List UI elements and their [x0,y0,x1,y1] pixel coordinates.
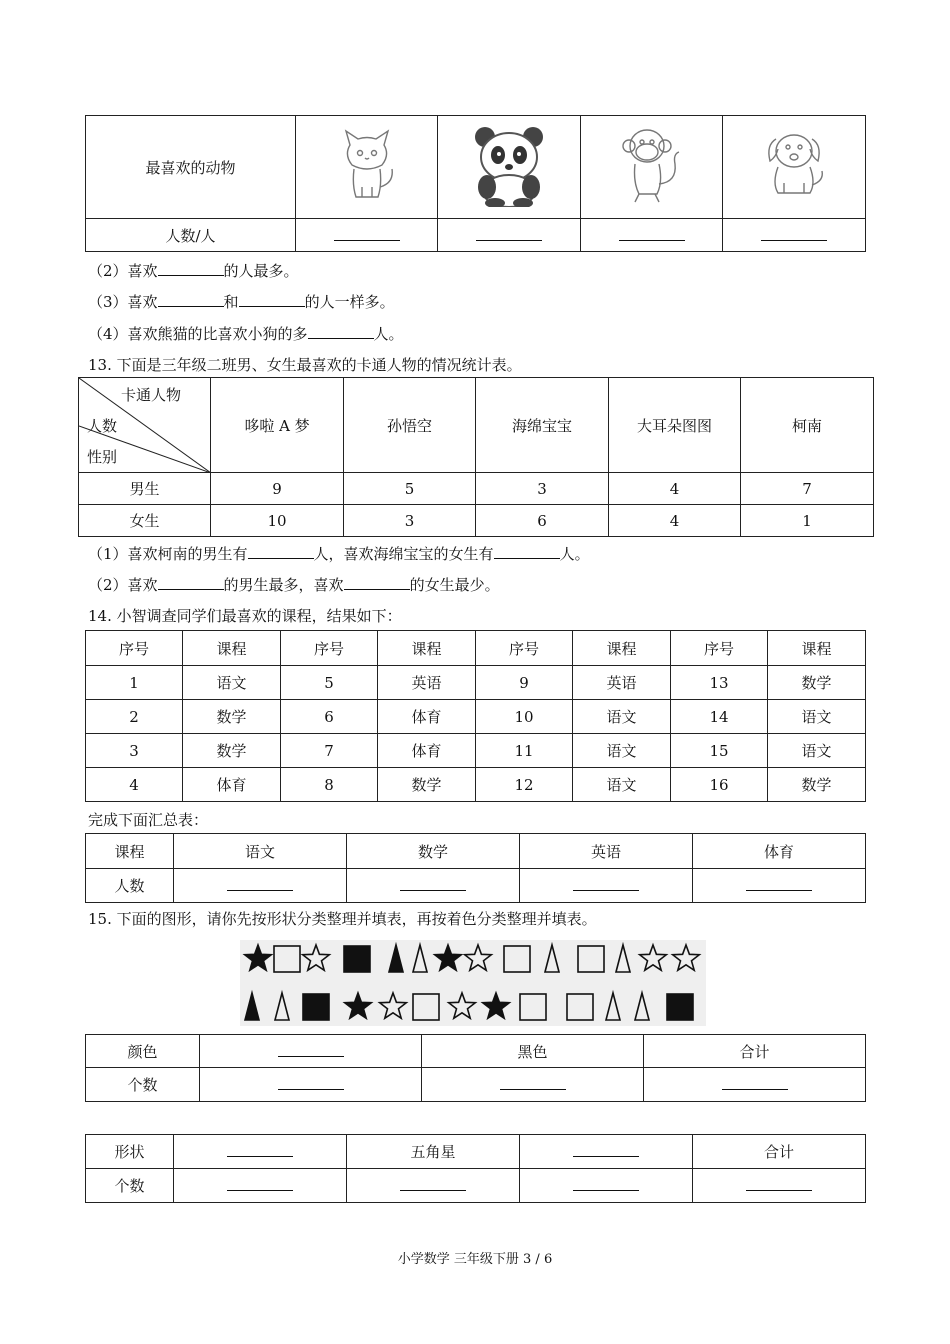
count-row-label: 人数/人 [86,219,296,252]
answer-blank[interactable] [693,1169,866,1203]
row-label: 颜色 [86,1035,200,1068]
cartoon-table [78,377,874,537]
answer-blank[interactable] [158,576,224,590]
table-cell: 1 [741,505,874,537]
triangle-empty-shape [635,993,649,1020]
table-cell: 语文 [768,734,866,768]
answer-blank[interactable] [644,1068,866,1102]
row-label-boys: 男生 [79,473,211,505]
shape-table [85,1134,866,1203]
header-cell: 英语 [520,834,693,869]
answer-blank[interactable] [174,1135,347,1169]
header-cell: 序号 [281,631,378,666]
answer-blank[interactable] [308,325,374,339]
header-cell: 序号 [476,631,573,666]
cartoon-header: 柯南 [741,378,874,473]
cartoon-header: 孙悟空 [344,378,476,473]
answer-blank[interactable] [200,1068,422,1102]
table-cell: 语文 [573,768,671,802]
animal-table [85,115,866,252]
header-cell: 数学 [347,834,520,869]
star-filled-shape [245,945,272,970]
cartoon-header: 大耳朵图图 [609,378,741,473]
square-filled-shape [303,994,329,1020]
header-cell: 课程 [183,631,281,666]
table-cell: 10 [476,700,573,734]
panda-cell [438,116,581,219]
diag-mid: 人数 [87,417,118,435]
q12-s2: （2）喜欢 的人最多。 [88,262,299,280]
monkey-cell [581,116,723,219]
answer-blank[interactable] [174,1169,347,1203]
cartoon-header: 哆啦 A 梦 [211,378,344,473]
table-cell: 3 [476,473,609,505]
table-cell: 2 [86,700,183,734]
answer-blank[interactable] [248,545,314,559]
triangle-filled-shape [245,993,259,1020]
square-empty-shape [504,946,530,972]
table-cell: 13 [671,666,768,700]
row-label: 形状 [86,1135,174,1169]
table-cell: 4 [86,768,183,802]
row-label: 人数 [86,869,174,903]
table-cell: 3 [344,505,476,537]
header-cell: 语文 [174,834,347,869]
square-empty-shape [413,994,439,1020]
square-filled-shape [667,994,693,1020]
answer-blank[interactable] [158,262,224,276]
table-cell: 9 [476,666,573,700]
table-cell: 7 [281,734,378,768]
q15-title: 15. 下面的图形，请你先按形状分类整理并填表，再按着色分类整理并填表。 [88,910,597,928]
diag-top: 卡通人物 [121,386,182,404]
answer-blank[interactable] [693,869,866,903]
table-cell: 数学 [183,700,281,734]
star-empty-shape [465,945,492,970]
answer-blank[interactable] [296,219,438,252]
q13-s1: （1）喜欢柯南的男生有 人，喜欢海绵宝宝的女生有 人。 [88,545,590,563]
table-cell: 6 [281,700,378,734]
table-cell: 数学 [378,768,476,802]
answer-blank[interactable] [158,293,224,307]
table-cell: 16 [671,768,768,802]
course-table [85,630,866,802]
table-cell: 体育 [378,700,476,734]
table-cell: 语文 [573,700,671,734]
dog-cell [723,116,866,219]
diag-bottom: 性别 [87,448,118,466]
q12-s3: （3）喜欢 和 的人一样多。 [88,293,395,311]
triangle-filled-shape [389,945,403,972]
answer-blank[interactable] [581,219,723,252]
page-footer: 小学数学 三年级下册 3 / 6 [397,1252,553,1267]
shapes-figure [240,940,706,1026]
star-filled-shape [345,993,372,1018]
star-filled-shape [483,993,510,1018]
answer-blank[interactable] [438,219,581,252]
square-empty-shape [274,946,300,972]
table-cell: 数学 [768,768,866,802]
answer-blank[interactable] [174,869,347,903]
square-empty-shape [520,994,546,1020]
table-cell: 7 [741,473,874,505]
table-cell: 10 [211,505,344,537]
answer-blank[interactable] [422,1068,644,1102]
table-cell: 数学 [768,666,866,700]
table-cell: 3 [86,734,183,768]
header-cell: 课程 [768,631,866,666]
table-cell: 体育 [378,734,476,768]
star-empty-shape [449,993,476,1018]
star-filled-shape [435,945,462,970]
diagonal-header [79,378,211,473]
answer-blank[interactable] [494,545,560,559]
answer-blank[interactable] [347,1169,520,1203]
header-cell: 课程 [573,631,671,666]
table-cell: 8 [281,768,378,802]
table-cell: 4 [609,473,741,505]
shapes-panel [240,940,706,1026]
answer-blank[interactable] [520,1169,693,1203]
row-label: 个数 [86,1068,200,1102]
star-empty-shape [640,945,667,970]
table-cell: 9 [211,473,344,505]
table-cell: 5 [344,473,476,505]
cat-cell [296,116,438,219]
panda-icon [469,123,549,207]
header-cell: 序号 [86,631,183,666]
table-cell: 6 [476,505,609,537]
square-empty-shape [567,994,593,1020]
triangle-empty-shape [275,993,289,1020]
header-cell: 序号 [671,631,768,666]
table-cell: 黑色 [422,1035,644,1068]
table-cell: 4 [609,505,741,537]
table-cell: 语文 [768,700,866,734]
table-cell: 5 [281,666,378,700]
table-cell: 合计 [693,1135,866,1169]
q13-s2: （2）喜欢 的男生最多，喜欢 的女生最少。 [88,576,500,594]
row-label: 个数 [86,1169,174,1203]
q12-s4: （4）喜欢熊猫的比喜欢小狗的多 人。 [88,325,404,343]
star-empty-shape [380,993,407,1018]
table-cell: 英语 [573,666,671,700]
table-cell: 五角星 [347,1135,520,1169]
animal-row-label: 最喜欢的动物 [86,116,296,219]
header-cell: 体育 [693,834,866,869]
answer-blank[interactable] [239,293,305,307]
header-cell: 课程 [378,631,476,666]
star-empty-shape [303,945,330,970]
table-cell: 体育 [183,768,281,802]
square-empty-shape [578,946,604,972]
table-cell: 11 [476,734,573,768]
answer-blank[interactable] [347,869,520,903]
table-cell: 数学 [183,734,281,768]
answer-blank[interactable] [520,1135,693,1169]
table-cell: 语文 [573,734,671,768]
row-label-girls: 女生 [79,505,211,537]
dog-icon [758,127,830,203]
answer-blank[interactable] [520,869,693,903]
table-cell: 合计 [644,1035,866,1068]
cartoon-header: 海绵宝宝 [476,378,609,473]
header-cell: 课程 [86,834,174,869]
color-table [85,1034,866,1102]
triangle-empty-shape [606,993,620,1020]
table-cell: 1 [86,666,183,700]
answer-blank[interactable] [344,576,410,590]
triangle-empty-shape [413,945,427,972]
table-cell: 语文 [183,666,281,700]
monkey-icon [617,124,687,206]
answer-blank[interactable] [723,219,866,252]
triangle-empty-shape [545,945,559,972]
cat-icon [332,125,402,205]
star-empty-shape [673,945,700,970]
answer-blank[interactable] [200,1035,422,1068]
q13-title: 13. 下面是三年级二班男、女生最喜欢的卡通人物的情况统计表。 [88,356,522,374]
summary-title: 完成下面汇总表： [88,811,209,829]
triangle-empty-shape [616,945,630,972]
summary-table [85,833,866,903]
q14-title: 14. 小智调查同学们最喜欢的课程，结果如下： [88,607,402,625]
square-filled-shape [344,946,370,972]
table-cell: 英语 [378,666,476,700]
table-cell: 12 [476,768,573,802]
table-cell: 15 [671,734,768,768]
table-cell: 14 [671,700,768,734]
